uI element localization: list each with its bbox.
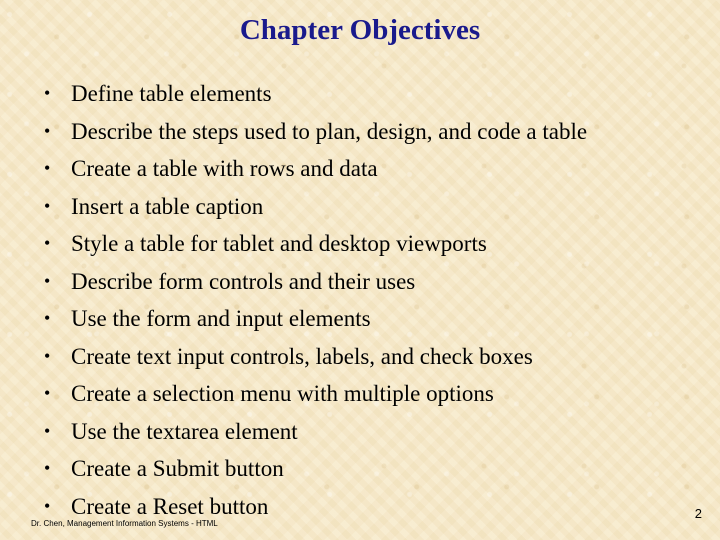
list-item — [40, 338, 587, 376]
page-number: 2 — [694, 506, 702, 521]
list-item-text: Describe form controls and their uses — [71, 268, 416, 294]
objectives-list — [40, 75, 587, 525]
bullet-icon: • — [44, 83, 51, 103]
slide-footer: Dr. Chen, Management Information Systems - HTML — [31, 519, 218, 528]
bullet-icon: • — [44, 158, 51, 178]
bullet-icon: • — [44, 458, 51, 478]
list-item — [40, 300, 587, 338]
list-item-text: Create a table with rows and data — [71, 156, 378, 181]
bullet-icon: • — [44, 308, 51, 328]
list-item — [40, 113, 587, 151]
bullet-icon: • — [44, 345, 51, 366]
list-item — [40, 375, 587, 413]
list-item — [40, 188, 587, 226]
list-item — [40, 263, 587, 301]
list-item-text: Describe the steps used to plan, design, and code a table — [71, 118, 588, 144]
slide-title: Chapter Objectives — [239, 14, 481, 46]
list-item-text: Create text input controls, labels, and check boxes — [71, 343, 533, 369]
list-item-text: Define table elements — [71, 81, 272, 106]
list-item-text: Use the textarea element — [71, 418, 298, 444]
list-item — [40, 225, 587, 263]
list-item-text: Create a selection menu with multiple options — [71, 381, 494, 406]
list-item-text: Insert a table caption — [71, 193, 264, 219]
bullet-icon: • — [44, 120, 51, 141]
bullet-icon: • — [44, 420, 51, 441]
list-item-text: Create a Submit button — [71, 456, 284, 481]
bullet-icon: • — [44, 195, 51, 216]
list-item-text: Style a table for tablet and desktop viewports — [71, 231, 487, 256]
list-item — [40, 413, 587, 451]
list-item — [40, 450, 587, 488]
list-item — [40, 150, 587, 188]
list-item-text: Create a Reset button — [71, 493, 269, 519]
bullet-icon: • — [44, 233, 51, 253]
bullet-icon: • — [44, 383, 51, 403]
list-item — [40, 75, 587, 113]
bullet-icon: • — [44, 270, 51, 291]
list-item-text: Use the form and input elements — [71, 306, 371, 331]
bullet-icon: • — [44, 495, 51, 516]
